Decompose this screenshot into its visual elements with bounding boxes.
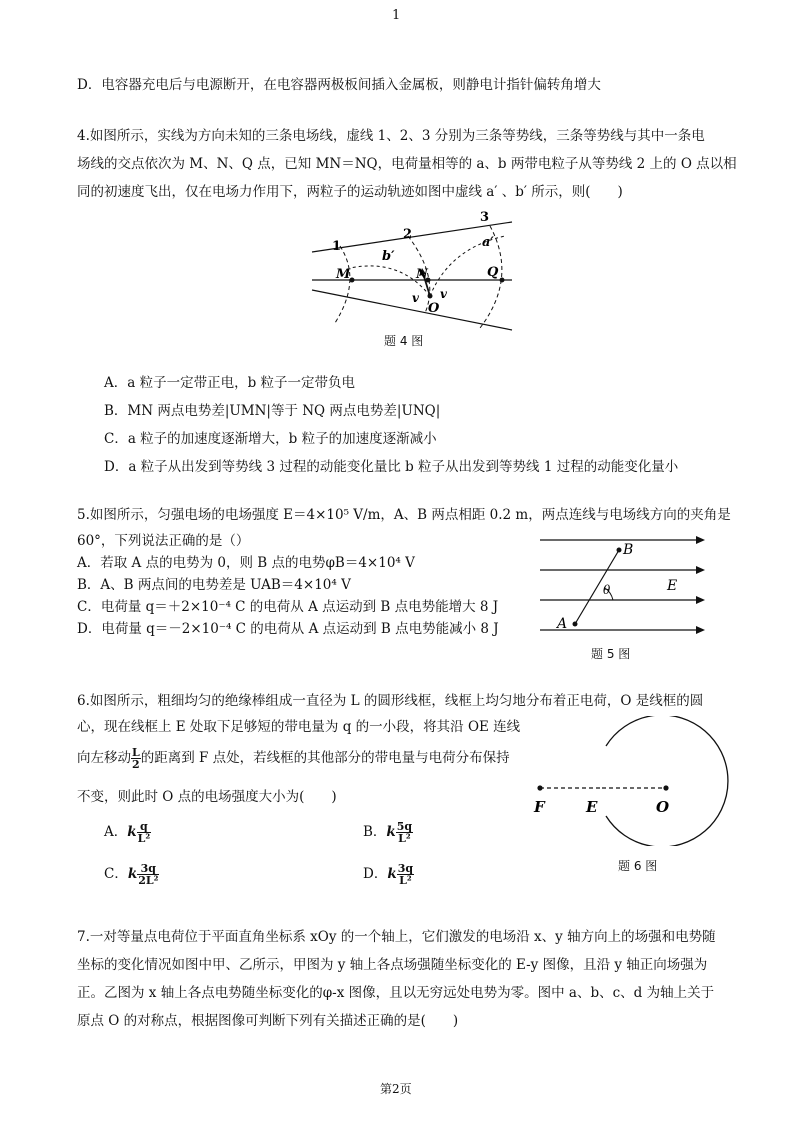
q6-stem-line-2: 心，现在线框上 E 处取下足够短的带电量为 q 的一小段，将其沿 OE 连线 xyxy=(77,719,521,735)
q6-fraction-l-over-2 xyxy=(131,747,141,770)
q4-option-c: C．a 粒子的加速度逐渐增大，b 粒子的加速度逐渐减小 xyxy=(104,431,437,447)
q5-stem-line-2: 60°，下列说法正确的是（） xyxy=(77,533,250,549)
q6-ring xyxy=(606,716,728,846)
q5-point-a xyxy=(573,622,578,627)
q4-point-o xyxy=(428,294,433,299)
q4-equipotential-1 xyxy=(335,246,350,323)
q7-stem-line-1: 7.一对等量点电荷位于平面直角坐标系 xOy 的一个轴上，它们激发的电场沿 x、y 轴方向上的场强和电势随 xyxy=(77,929,716,945)
q5-caption: 题 5 图 xyxy=(591,647,631,661)
q4-option-d: D．a 粒子从出发到等势线 3 过程的动能变化量比 b 粒子从出发到等势线 1 过程的动能变化量小 xyxy=(104,459,679,475)
q6-option-d-num: 3q xyxy=(397,862,414,875)
q5-option-b: B．A、B 两点间的电势差是 UAB＝4×10⁴ V xyxy=(77,577,351,593)
q4-label-v-left: v xyxy=(412,291,419,305)
q5-option-d: D．电荷量 q＝－2×10⁻⁴ C 的电荷从 A 点运动到 B 点电势能减小 8 J xyxy=(77,621,499,637)
q4-stem-line-1: 4.如图所示，实线为方向未知的三条电场线，虚线 1、2、3 分别为三条等势线，三条等势线与其中一条电 xyxy=(77,128,705,144)
q6-fraction-denominator: 2 xyxy=(132,758,140,771)
q6-point-f xyxy=(537,785,542,790)
q5-arrow-3 xyxy=(696,596,705,604)
q6-option-c-num: 3q xyxy=(137,863,159,875)
q6-option-c-k: k xyxy=(127,866,138,882)
q5-arrow-1 xyxy=(696,536,705,544)
q4-stem-line-2: 场线的交点依次为 M、N、Q 点，已知 MN＝NQ，电荷量相等的 a、b 两带电粒子从等势线 2 上的 O 点以相 xyxy=(77,156,737,172)
q6-option-c-den: 2L² xyxy=(138,874,159,887)
q6-option-a-label: A． xyxy=(104,824,128,840)
q7-stem-line-3: 正。乙图为 x 轴上各点电势随坐标变化的φ-x 图像，且以无穷远处电势为零。图中 a、b、c、d 为轴上关于 xyxy=(77,985,715,1001)
q4-option-b: B．MN 两点电势差|UMN|等于 NQ 两点电势差|UNQ| xyxy=(104,403,441,419)
q6-option-b-fraction xyxy=(396,821,413,844)
q4-stem-line-3: 同的初速度飞出，仅在电场力作用下，两粒子的运动轨迹如图中虚线 a′ 、b′ 所示，则( ) xyxy=(77,184,623,200)
q4-option-a: A．a 粒子一定带正电，b 粒子一定带负电 xyxy=(104,375,356,391)
q6-stem-line-1: 6.如图所示，粗细均匀的绝缘棒组成一直径为 L 的圆形线框，线框上均匀地分布着正电荷，O 是线框的圆 xyxy=(77,693,704,709)
q4-point-q xyxy=(500,278,505,283)
q6-point-o xyxy=(663,785,668,790)
q6-label-e: E xyxy=(586,798,598,816)
q6-option-d-label: D． xyxy=(363,866,388,882)
q6-option-a xyxy=(104,820,151,844)
q6-option-b xyxy=(363,820,413,844)
q6-stem-line-4: 不变，则此时 O 点的电场强度大小为( ) xyxy=(77,789,337,805)
q5-segment-ab xyxy=(575,550,619,624)
q4-label-n: N xyxy=(416,267,428,282)
q6-option-b-k: k xyxy=(386,824,396,840)
q6-option-b-den: L² xyxy=(398,832,411,845)
q6-option-c-label: C． xyxy=(104,866,128,882)
q6-option-d xyxy=(363,862,414,886)
q5-figure xyxy=(535,530,711,640)
q6-stem-line-3 xyxy=(77,747,510,770)
q4-label-a-prime: a′ xyxy=(482,235,494,250)
q4-label-b-prime: b′ xyxy=(382,249,395,264)
q6-option-a-den: L² xyxy=(137,832,151,845)
q4-label-3: 3 xyxy=(480,210,490,225)
q5-arrow-4 xyxy=(696,626,705,634)
q4-caption: 题 4 图 xyxy=(384,334,424,348)
q6-option-a-num: q xyxy=(137,821,152,833)
q5-option-c: C．电荷量 q＝＋2×10⁻⁴ C 的电荷从 A 点运动到 B 点电势能增大 8 J xyxy=(77,599,499,615)
q6-option-d-den: L² xyxy=(399,874,412,887)
q6-option-a-k: k xyxy=(127,824,137,840)
q5-label-e: E xyxy=(667,578,678,594)
q5-stem-line-1: 5.如图所示，匀强电场的电场强度 E＝4×10⁵ V/m，A、B 两点相距 0.2 m，两点连线与电场线方向的夹角是 xyxy=(77,507,731,523)
q6-option-a-fraction xyxy=(137,821,152,844)
q4-label-o: O xyxy=(428,301,440,316)
q6-fraction-numerator: L xyxy=(132,746,140,759)
q6-option-d-fraction xyxy=(397,863,414,886)
q5-label-theta: θ xyxy=(603,583,611,597)
q6-option-d-k: k xyxy=(387,866,397,882)
q5-label-a: A xyxy=(557,616,568,632)
q5-option-a: A．若取 A 点的电势为 0，则 B 点的电势φB＝4×10⁴ V xyxy=(77,555,415,571)
q5-point-b xyxy=(617,548,622,553)
q4-label-1: 1 xyxy=(332,239,342,254)
q7-stem-line-4: 原点 O 的对称点，根据图像可判断下列有关描述正确的是( ) xyxy=(77,1013,459,1029)
q3-option-d: D．电容器充电后与电源断开，在电容器两极板间插入金属板，则静电计指针偏转角增大 xyxy=(77,77,601,93)
q6-caption: 题 6 图 xyxy=(618,859,658,873)
q4-label-v-right: v xyxy=(440,287,447,301)
q7-stem-line-2: 坐标的变化情况如图中甲、乙所示，甲图为 y 轴上各点场强随坐标变化的 E-y 图像，且沿 y 轴正向场强为 xyxy=(77,957,708,973)
q6-stem-line-3-pre: 向左移动 xyxy=(77,750,131,766)
q6-option-b-label: B． xyxy=(363,824,387,840)
q4-label-m: M xyxy=(336,267,351,282)
q4-label-2: 2 xyxy=(403,227,413,242)
q5-arrow-2 xyxy=(696,566,705,574)
page-footer-label: 第2页 xyxy=(380,1082,412,1096)
q6-option-c xyxy=(104,862,159,886)
q5-label-b: B xyxy=(623,542,634,558)
q6-label-f: F xyxy=(534,798,545,816)
q6-option-b-num: 5q xyxy=(396,820,413,833)
page-number-top: 1 xyxy=(392,8,401,23)
q6-figure xyxy=(530,716,730,846)
q6-label-o: O xyxy=(656,798,670,816)
q6-option-c-fraction xyxy=(137,863,159,886)
q6-stem-line-3-post: 的距离到 F 点处，若线框的其他部分的带电量与电荷分布保持 xyxy=(140,750,510,766)
q4-figure xyxy=(300,208,530,336)
q4-label-q: Q xyxy=(487,265,499,280)
